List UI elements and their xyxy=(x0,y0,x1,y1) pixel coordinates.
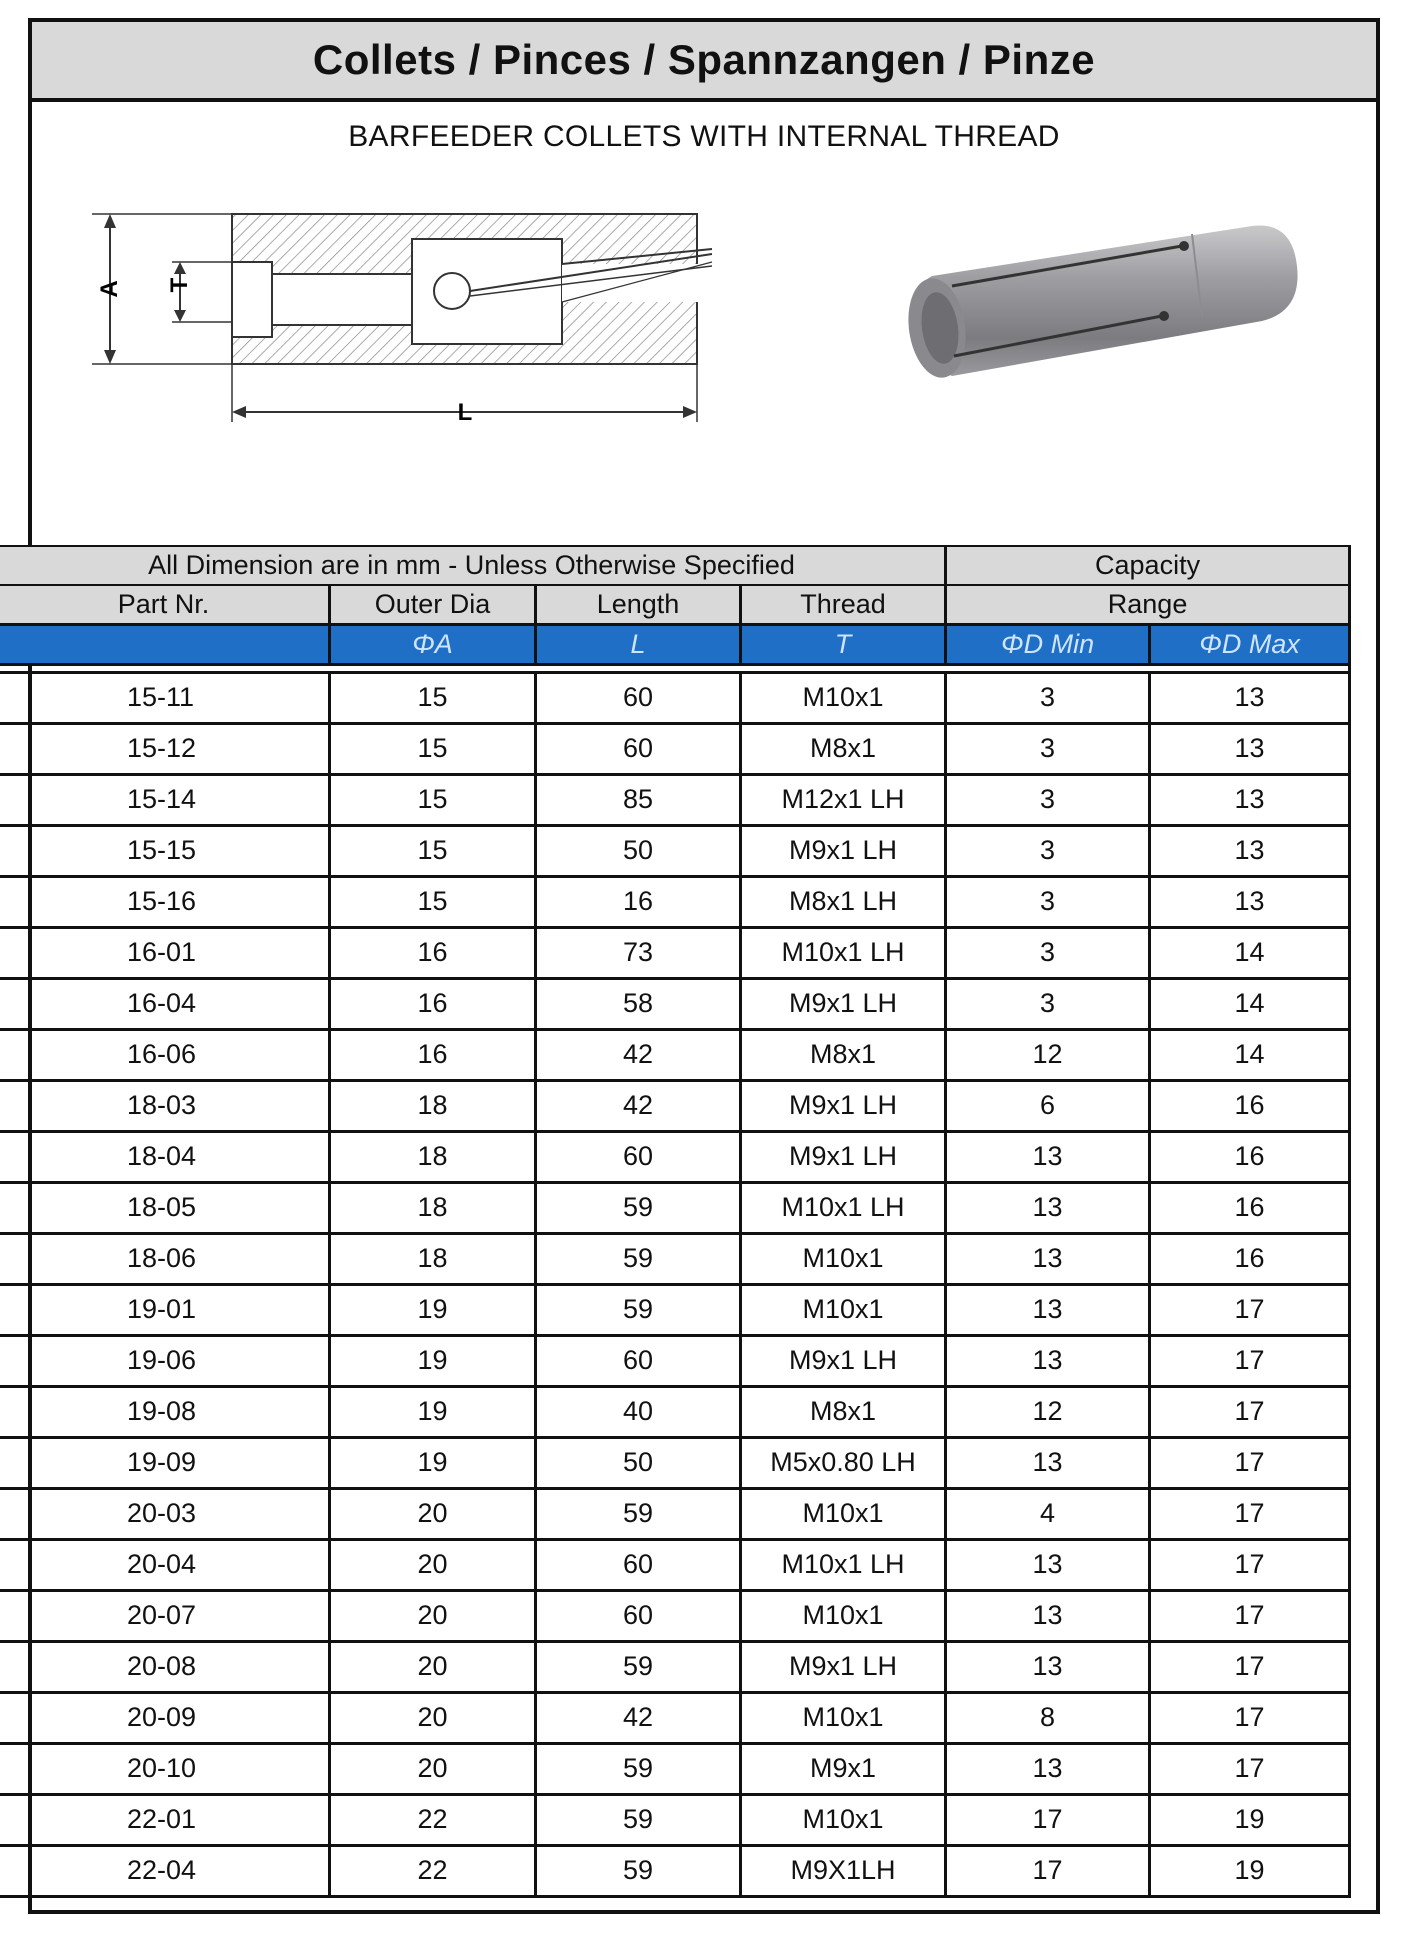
cell-part-number: 19-06 xyxy=(0,1335,330,1386)
cell-capacity-max: 17 xyxy=(1150,1692,1350,1743)
cell-length: 42 xyxy=(536,1029,741,1080)
cell-length: 59 xyxy=(536,1284,741,1335)
table-row xyxy=(0,1845,1350,1896)
cell-length: 60 xyxy=(536,672,741,723)
symbol-max: ΦD Max xyxy=(1150,624,1350,664)
cell-thread: M12x1 LH xyxy=(741,774,946,825)
cell-thread: M9x1 LH xyxy=(741,978,946,1029)
cell-thread: M10x1 xyxy=(741,1590,946,1641)
cell-part-number: 18-04 xyxy=(0,1131,330,1182)
cell-part-number: 20-03 xyxy=(0,1488,330,1539)
cell-thread: M10x1 xyxy=(741,672,946,723)
cell-capacity-min: 13 xyxy=(946,1131,1150,1182)
table-row xyxy=(0,723,1350,774)
cell-part-number: 18-06 xyxy=(0,1233,330,1284)
cell-thread: M10x1 xyxy=(741,1233,946,1284)
cell-capacity-max: 13 xyxy=(1150,672,1350,723)
cell-capacity-max: 17 xyxy=(1150,1539,1350,1590)
cell-part-number: 18-03 xyxy=(0,1080,330,1131)
cell-length: 42 xyxy=(536,1692,741,1743)
table-row xyxy=(0,1284,1350,1335)
table-row xyxy=(0,1437,1350,1488)
cell-thread: M10x1 LH xyxy=(741,1539,946,1590)
capacity-header: Capacity xyxy=(946,546,1350,585)
cell-capacity-min: 8 xyxy=(946,1692,1150,1743)
cell-length: 16 xyxy=(536,876,741,927)
cell-length: 50 xyxy=(536,1437,741,1488)
col-header-length: Length xyxy=(536,585,741,624)
cell-length: 60 xyxy=(536,723,741,774)
table-row xyxy=(0,1029,1350,1080)
cell-outer-dia: 18 xyxy=(330,1080,536,1131)
cell-outer-dia: 15 xyxy=(330,723,536,774)
cell-outer-dia: 19 xyxy=(330,1284,536,1335)
table-row xyxy=(0,927,1350,978)
cell-outer-dia: 19 xyxy=(330,1335,536,1386)
cell-length: 59 xyxy=(536,1488,741,1539)
cell-capacity-min: 3 xyxy=(946,825,1150,876)
cell-capacity-min: 3 xyxy=(946,774,1150,825)
cell-length: 73 xyxy=(536,927,741,978)
cell-part-number: 16-04 xyxy=(0,978,330,1029)
cell-thread: M10x1 LH xyxy=(741,1182,946,1233)
cell-capacity-min: 6 xyxy=(946,1080,1150,1131)
cell-part-number: 16-01 xyxy=(0,927,330,978)
cell-capacity-min: 13 xyxy=(946,1284,1150,1335)
cell-part-number: 20-08 xyxy=(0,1641,330,1692)
units-note: All Dimension are in mm - Unless Otherwise Specified xyxy=(0,546,946,585)
cell-outer-dia: 22 xyxy=(330,1794,536,1845)
cell-capacity-min: 3 xyxy=(946,927,1150,978)
cell-capacity-min: 17 xyxy=(946,1845,1150,1896)
cell-capacity-max: 14 xyxy=(1150,978,1350,1029)
cell-thread: M8x1 xyxy=(741,723,946,774)
cell-capacity-min: 17 xyxy=(946,1794,1150,1845)
cell-part-number: 20-04 xyxy=(0,1539,330,1590)
cell-part-number: 22-01 xyxy=(0,1794,330,1845)
cell-outer-dia: 15 xyxy=(330,672,536,723)
cell-part-number: 22-04 xyxy=(0,1845,330,1896)
table-row xyxy=(0,1488,1350,1539)
table-row xyxy=(0,1590,1350,1641)
cell-capacity-min: 13 xyxy=(946,1743,1150,1794)
cell-length: 50 xyxy=(536,825,741,876)
symbol-thread: T xyxy=(741,624,946,664)
table-row xyxy=(0,1539,1350,1590)
cell-outer-dia: 16 xyxy=(330,927,536,978)
cell-part-number: 15-16 xyxy=(0,876,330,927)
col-header-outer-dia: Outer Dia xyxy=(330,585,536,624)
table-row xyxy=(0,825,1350,876)
cell-length: 59 xyxy=(536,1743,741,1794)
cell-thread: M10x1 xyxy=(741,1284,946,1335)
cell-length: 59 xyxy=(536,1845,741,1896)
table-row xyxy=(0,978,1350,1029)
cell-length: 42 xyxy=(536,1080,741,1131)
cell-thread: M9x1 LH xyxy=(741,1080,946,1131)
table-row xyxy=(0,876,1350,927)
cell-part-number: 19-01 xyxy=(0,1284,330,1335)
cell-capacity-max: 17 xyxy=(1150,1641,1350,1692)
cell-part-number: 20-07 xyxy=(0,1590,330,1641)
cell-part-number: 20-10 xyxy=(0,1743,330,1794)
cell-part-number: 20-09 xyxy=(0,1692,330,1743)
cell-outer-dia: 22 xyxy=(330,1845,536,1896)
dimension-t-label: T xyxy=(166,277,193,293)
cell-capacity-max: 16 xyxy=(1150,1182,1350,1233)
cell-capacity-max: 13 xyxy=(1150,825,1350,876)
cell-capacity-max: 17 xyxy=(1150,1284,1350,1335)
cell-outer-dia: 20 xyxy=(330,1692,536,1743)
cell-thread: M10x1 xyxy=(741,1488,946,1539)
table-row xyxy=(0,1233,1350,1284)
cell-capacity-max: 19 xyxy=(1150,1794,1350,1845)
cell-capacity-max: 17 xyxy=(1150,1590,1350,1641)
cell-capacity-max: 14 xyxy=(1150,1029,1350,1080)
cell-capacity-min: 13 xyxy=(946,1182,1150,1233)
cell-capacity-max: 19 xyxy=(1150,1845,1350,1896)
cell-capacity-max: 13 xyxy=(1150,723,1350,774)
cell-outer-dia: 20 xyxy=(330,1488,536,1539)
cell-part-number: 16-06 xyxy=(0,1029,330,1080)
cell-thread: M9x1 xyxy=(741,1743,946,1794)
cell-thread: M9X1LH xyxy=(741,1845,946,1896)
cell-thread: M10x1 xyxy=(741,1794,946,1845)
cell-capacity-min: 3 xyxy=(946,672,1150,723)
cell-capacity-min: 4 xyxy=(946,1488,1150,1539)
cell-thread: M8x1 xyxy=(741,1386,946,1437)
symbol-outer-dia: ΦA xyxy=(330,624,536,664)
cell-capacity-min: 3 xyxy=(946,876,1150,927)
cell-outer-dia: 19 xyxy=(330,1437,536,1488)
collet-technical-drawing xyxy=(62,184,822,514)
cell-part-number: 15-14 xyxy=(0,774,330,825)
table-row xyxy=(0,1794,1350,1845)
collet-spec-table xyxy=(0,545,1351,1898)
cell-outer-dia: 18 xyxy=(330,1233,536,1284)
cell-part-number: 15-15 xyxy=(0,825,330,876)
cell-capacity-min: 12 xyxy=(946,1029,1150,1080)
cell-thread: M9x1 LH xyxy=(741,825,946,876)
cell-length: 59 xyxy=(536,1794,741,1845)
cell-length: 40 xyxy=(536,1386,741,1437)
table-row xyxy=(0,1386,1350,1437)
cell-length: 60 xyxy=(536,1539,741,1590)
cell-outer-dia: 19 xyxy=(330,1386,536,1437)
dimension-l-label: L xyxy=(457,399,473,426)
cell-capacity-min: 13 xyxy=(946,1539,1150,1590)
symbol-part xyxy=(0,624,330,664)
page-title: Collets / Pinces / Spannzangen / Pinze xyxy=(32,22,1376,102)
cell-outer-dia: 20 xyxy=(330,1590,536,1641)
cell-length: 59 xyxy=(536,1233,741,1284)
cell-outer-dia: 16 xyxy=(330,978,536,1029)
cell-thread: M8x1 LH xyxy=(741,876,946,927)
cell-capacity-max: 16 xyxy=(1150,1131,1350,1182)
table-row xyxy=(0,1182,1350,1233)
cell-length: 60 xyxy=(536,1335,741,1386)
table-row xyxy=(0,1335,1350,1386)
cell-outer-dia: 18 xyxy=(330,1182,536,1233)
col-header-thread: Thread xyxy=(741,585,946,624)
col-header-part: Part Nr. xyxy=(0,585,330,624)
cell-outer-dia: 20 xyxy=(330,1641,536,1692)
cell-outer-dia: 20 xyxy=(330,1539,536,1590)
cell-capacity-max: 17 xyxy=(1150,1437,1350,1488)
cell-part-number: 19-08 xyxy=(0,1386,330,1437)
cell-thread: M9x1 LH xyxy=(741,1335,946,1386)
cell-outer-dia: 15 xyxy=(330,876,536,927)
cell-part-number: 18-05 xyxy=(0,1182,330,1233)
table-row xyxy=(0,1743,1350,1794)
table-row xyxy=(0,1641,1350,1692)
cell-thread: M8x1 xyxy=(741,1029,946,1080)
dimension-a-label: A xyxy=(96,280,123,298)
cell-outer-dia: 18 xyxy=(330,1131,536,1182)
cell-capacity-max: 17 xyxy=(1150,1386,1350,1437)
cell-capacity-max: 16 xyxy=(1150,1080,1350,1131)
cell-capacity-min: 12 xyxy=(946,1386,1150,1437)
cell-length: 59 xyxy=(536,1641,741,1692)
cell-outer-dia: 15 xyxy=(330,774,536,825)
cell-capacity-max: 17 xyxy=(1150,1488,1350,1539)
table-row xyxy=(0,774,1350,825)
cell-thread: M5x0.80 LH xyxy=(741,1437,946,1488)
cell-thread: M10x1 LH xyxy=(741,927,946,978)
cell-length: 85 xyxy=(536,774,741,825)
cell-capacity-min: 13 xyxy=(946,1590,1150,1641)
cell-outer-dia: 15 xyxy=(330,825,536,876)
symbol-length: L xyxy=(536,624,741,664)
cell-capacity-min: 13 xyxy=(946,1233,1150,1284)
collet-product-image xyxy=(892,206,1312,406)
table-row xyxy=(0,1692,1350,1743)
cell-length: 60 xyxy=(536,1590,741,1641)
cell-thread: M9x1 LH xyxy=(741,1131,946,1182)
cell-part-number: 15-12 xyxy=(0,723,330,774)
cell-part-number: 19-09 xyxy=(0,1437,330,1488)
cell-capacity-max: 13 xyxy=(1150,774,1350,825)
cell-capacity-min: 3 xyxy=(946,723,1150,774)
page-subtitle: BARFEEDER COLLETS WITH INTERNAL THREAD xyxy=(348,120,1060,153)
cell-capacity-min: 13 xyxy=(946,1641,1150,1692)
cell-length: 59 xyxy=(536,1182,741,1233)
cell-part-number: 15-11 xyxy=(0,672,330,723)
cell-outer-dia: 16 xyxy=(330,1029,536,1080)
symbol-min: ΦD Min xyxy=(946,624,1150,664)
cell-capacity-max: 14 xyxy=(1150,927,1350,978)
cell-capacity-min: 13 xyxy=(946,1335,1150,1386)
cell-thread: M10x1 xyxy=(741,1692,946,1743)
table-row xyxy=(0,672,1350,723)
range-header: Range xyxy=(946,585,1350,624)
cell-capacity-max: 16 xyxy=(1150,1233,1350,1284)
cell-outer-dia: 20 xyxy=(330,1743,536,1794)
cell-thread: M9x1 LH xyxy=(741,1641,946,1692)
cell-length: 58 xyxy=(536,978,741,1029)
cell-capacity-max: 17 xyxy=(1150,1743,1350,1794)
table-row xyxy=(0,1080,1350,1131)
figures xyxy=(32,154,1376,534)
cell-capacity-max: 17 xyxy=(1150,1335,1350,1386)
cell-capacity-max: 13 xyxy=(1150,876,1350,927)
cell-capacity-min: 13 xyxy=(946,1437,1150,1488)
cell-length: 60 xyxy=(536,1131,741,1182)
cell-capacity-min: 3 xyxy=(946,978,1150,1029)
table-row xyxy=(0,1131,1350,1182)
